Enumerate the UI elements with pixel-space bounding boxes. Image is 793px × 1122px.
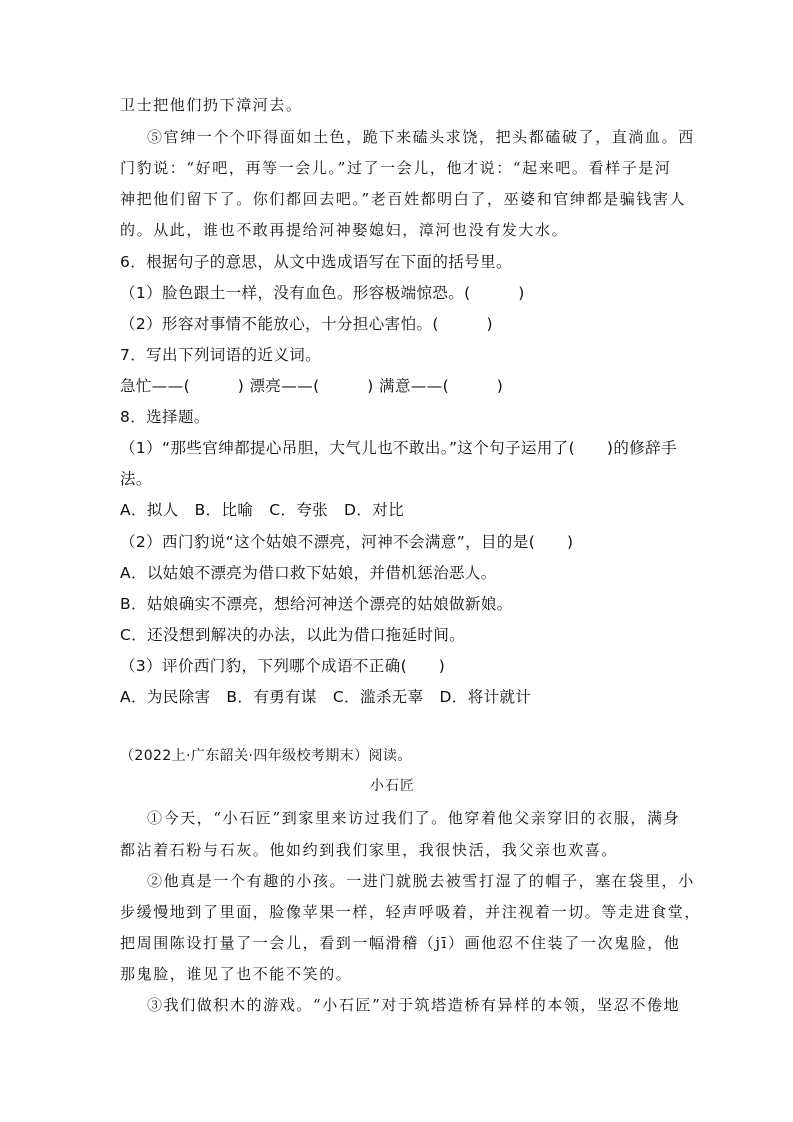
story2-paragraph2-line2: 步缓慢地到了里面，脸像苹果一样，轻声呼吸着，并注视着一切。等走进食堂， [120,903,702,921]
story2-paragraph2-line4: 那鬼脸，谁见了也不能不笑的。 [120,965,353,983]
question-6-item-1: （1）脸色跟土一样，没有血色。形容极端惊恐。( ) [120,284,525,302]
story1-paragraph5-line2: 门豹说：“好吧，再等一会儿。”过了一会儿，他才说：“起来吧。看样子是河 [120,159,672,177]
question-8-sub3-options: A．为民除害 B．有勇有谋 C．滥杀无辜 D．将计就计 [120,688,532,706]
question-6-stem: 6．根据句子的意思，从文中选成语写在下面的括号里。 [120,253,512,271]
question-8-sub1-line1: （1）“那些官绅都提心吊胆，大气儿也不敢出。”这个句子运用了( )的修辞手 [120,439,677,457]
question-7-stem: 7．写出下列词语的近义词。 [120,346,322,364]
story2-title: 小石匠 [370,778,415,794]
question-8-sub2-stem: （2）西门豹说“这个姑娘不漂亮，河神不会满意”，目的是( ) [120,533,574,551]
story1-paragraph-end: 卫士把他们扔下漳河去。 [120,96,303,114]
question-8-stem: 8．选择题。 [120,408,210,426]
question-8-sub1-options: A．拟人 B．比喻 C．夸张 D．对比 [120,501,405,519]
story2-paragraph2-line3: 把周围陈设打量了一会儿，看到一幅滑稽（jī）画他忍不住装了一次鬼脸，他 [120,934,681,952]
question-8-sub2-option-b: B．姑娘确实不漂亮，想给河神送个漂亮的姑娘做新娘。 [120,595,513,613]
question-6-item-2: （2）形容对事情不能放心，十分担心害怕。( ) [120,315,493,333]
story1-paragraph5-line1: ⑤官绅一个个吓得面如土色，跪下来磕头求饶，把头都磕破了，直淌血。西 [147,128,695,146]
story2-paragraph1-line1: ①今天，“小石匠”到家里来访过我们了。他穿着他父亲穿旧的衣服，满身 [147,809,681,827]
question-8-sub3-stem: （3）评价西门豹，下列哪个成语不正确( ) [120,657,446,675]
story1-paragraph5-line3: 神把他们留下了。你们都回去吧。”老百姓都明白了，巫婆和官绅都是骗钱害人 [120,190,687,208]
story2-paragraph1-line2: 都沾着石粉与石灰。他如约到我们家里，我很快活，我父亲也欢喜。 [120,841,619,859]
question-8-sub2-option-c: C．还没想到解决的办法，以此为借口拖延时间。 [120,626,466,644]
story2-source: （2022上·广东韶关·四年级校考期末）阅读。 [120,748,412,764]
question-8-sub2-option-a: A．以姑娘不漂亮为借口救下姑娘，并借机惩治恶人。 [120,564,497,582]
story2-paragraph3-line1: ③我们做积木的游戏。“小石匠”对于筑塔造桥有异样的本领，坚忍不倦地 [147,996,681,1014]
question-7-line: 急忙——( ) 漂亮——( ) 满意——( ) [120,377,504,395]
story2-paragraph2-line1: ②他真是一个有趣的小孩。一进门就脱去被雪打湿了的帽子，塞在袋里，小 [147,872,695,890]
question-8-sub1-line2: 法。 [120,470,152,488]
story1-paragraph5-line4: 的。从此，谁也不敢再提给河神娶媳妇，漳河也没有发大水。 [120,221,569,239]
